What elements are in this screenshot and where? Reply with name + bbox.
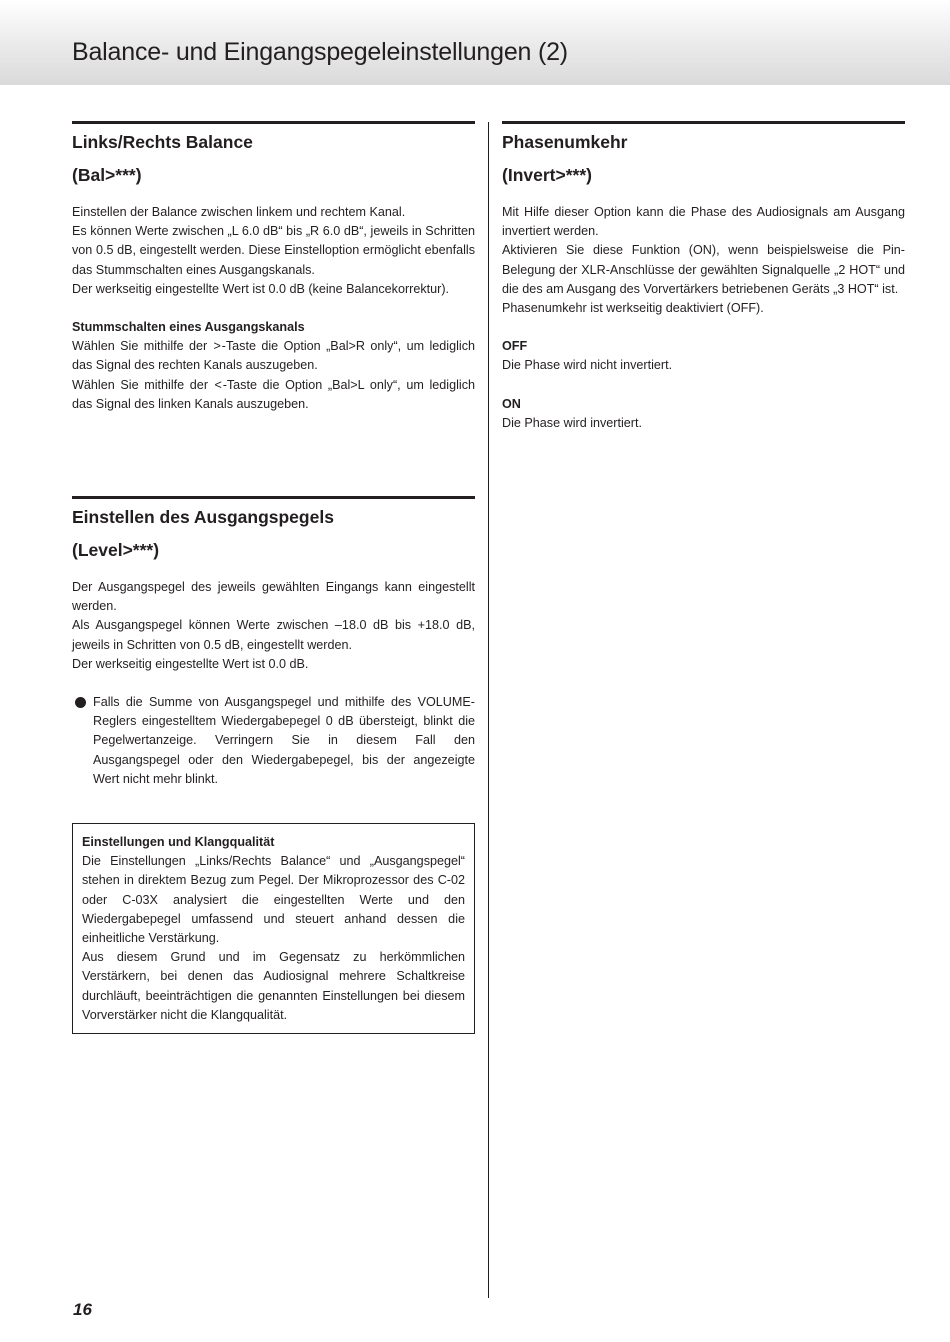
left-key-icon: < — [214, 377, 222, 392]
column-divider — [488, 122, 489, 1298]
body-paragraph: Der werkseitig eingestellte Wert ist 0.0 dB. — [72, 656, 309, 671]
body-paragraph: Mit Hilfe dieser Option kann die Phase des Audiosignals am Ausgang invertiert werden. — [502, 205, 905, 239]
section-code: (Bal>***) — [72, 165, 142, 185]
section-invert — [502, 121, 905, 433]
info-box-paragraph: Aus diesem Grund und im Gegensatz zu herkömmlichen Verstärkern, bei denen das Audiosignal mehrere Schaltkreise durchläuft, beeinträchtigen die genannten Einstellungen bei diesem Vorverstärker nicht die Klangqualität. — [82, 950, 465, 1022]
info-box-heading: Einstellungen und Klangqualität — [82, 835, 275, 849]
section-code: (Level>***) — [72, 540, 160, 560]
section-rule — [72, 121, 475, 124]
note-text: Falls die Summe von Ausgangspegel und mithilfe des VOLUME-Reglers eingestelltem Wiedergabepegel 0 dB übersteigt, blinkt die Pegelwertanzeige. Verringern Sie in diesem Fall den Ausgangspegel oder den Wiedergabepegel, bis der angezeigte Wert nicht mehr blinkt. — [93, 695, 475, 786]
bullet-icon — [75, 697, 86, 708]
section-heading: Einstellen des Ausgangspegels — [72, 507, 334, 527]
section-code: (Invert>***) — [502, 165, 592, 185]
section-rule — [502, 121, 905, 124]
section-heading: Phasenumkehr — [502, 132, 628, 152]
body-paragraph: Der werkseitig eingestellte Wert ist 0.0 dB (keine Balancekorrektur). — [72, 281, 450, 296]
note-bullet — [72, 693, 475, 789]
body-paragraph: Der Ausgangspegel des jeweils gewählten Eingangs kann eingestellt werden. — [72, 580, 475, 614]
option-off-label: OFF — [502, 339, 528, 354]
body-paragraph: Einstellen der Balance zwischen linkem und rechtem Kanal. — [72, 205, 406, 219]
option-on-text: Die Phase wird invertiert. — [502, 415, 642, 430]
section-level — [72, 496, 475, 789]
section-balance — [72, 121, 475, 414]
section-heading: Links/Rechts Balance — [72, 132, 253, 152]
page-title: Balance- und Eingangspegeleinstellungen (2) — [72, 38, 568, 66]
subheading-mute: Stummschalten eines Ausgangskanals — [72, 320, 305, 335]
body-paragraph: Es können Werte zwischen „L 6.0 dB“ bis „R 6.0 dB“, jeweils in Schritten von 0.5 dB, eingestellt werden. Diese Einstelloption ermöglicht ebenfalls das Stummschalten eines Ausgangskanals. — [72, 224, 475, 277]
mute-left-paragraph: Wählen Sie mithilfe der <-Taste die Option „Bal>L only“, um lediglich das Signal des linken Kanals auszugeben. — [72, 377, 475, 411]
body-paragraph: Als Ausgangspegel können Werte zwischen –18.0 dB bis +18.0 dB, jeweils in Schritten von 0.5 dB, eingestellt werden. — [72, 618, 475, 652]
body-paragraph: Phasenumkehr ist werkseitig deaktiviert (OFF). — [502, 301, 764, 316]
info-box — [72, 823, 475, 1034]
page-number: 16 — [73, 1300, 92, 1319]
body-paragraph: Aktivieren Sie diese Funktion (ON), wenn beispielsweise die Pin-Belegung der XLR-Anschlüsse der gewählten Signalquelle „2 HOT“ und die des am Ausgang des Vorvertärkers betriebenen Geräts „3 HOT“ ist. — [502, 243, 905, 296]
option-on-label: ON — [502, 396, 521, 411]
info-box-paragraph: Die Einstellungen „Links/Rechts Balance“ und „Ausgangspegel“ stehen in direktem Bezug zum Pegel. Der Mikroprozessor des C-02 oder C-03X analysiert die eingestellten Werte und den Wiedergabepegel umfassend und steuert anhand dessen die einheitliche Verstärkung. — [82, 854, 465, 946]
section-rule — [72, 496, 475, 499]
option-off-text: Die Phase wird nicht invertiert. — [502, 358, 673, 373]
mute-right-paragraph: Wählen Sie mithilfe der >-Taste die Option „Bal>R only“, um lediglich das Signal des rechten Kanals auszugeben. — [72, 339, 475, 373]
right-key-icon: > — [213, 339, 221, 354]
